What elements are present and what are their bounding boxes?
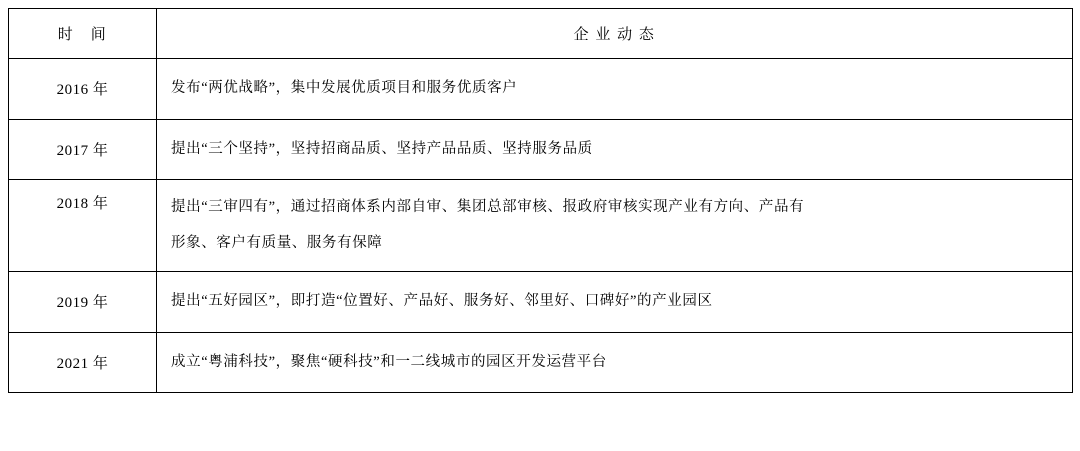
table-header-row xyxy=(9,9,1073,59)
enterprise-timeline-table xyxy=(8,8,1073,393)
table-row xyxy=(9,180,1073,272)
table-row xyxy=(9,59,1073,120)
row-dynamics-cell xyxy=(157,180,1073,272)
table-header-dynamics xyxy=(157,9,1073,59)
row-dynamics-cell xyxy=(157,59,1073,120)
row-dynamics-text: 提出“三个坚持”，坚持招商品质、坚持产品品质、坚持服务品质 xyxy=(171,140,593,157)
table-row xyxy=(9,332,1073,393)
table-header-time-text: 时 间 xyxy=(57,27,108,43)
row-dynamics-multiline xyxy=(157,180,1072,271)
row-year-cell xyxy=(9,272,157,333)
row-dynamics-text: 成立“粤浦科技”，聚焦“硬科技”和一二线城市的园区开发运营平台 xyxy=(171,353,607,370)
row-year-text: 2021 年 xyxy=(56,355,109,372)
row-year-cell xyxy=(9,119,157,180)
row-year-cell xyxy=(9,180,157,272)
table-header-time xyxy=(9,9,157,59)
row-year-cell xyxy=(9,59,157,120)
row-year-text: 2019 年 xyxy=(56,295,109,312)
table-row xyxy=(9,119,1073,180)
document-page xyxy=(0,8,1080,451)
row-dynamics-text: 发布“两优战略”，集中发展优质项目和服务优质客户 xyxy=(171,80,518,96)
row-year-cell xyxy=(9,332,157,393)
row-dynamics-cell xyxy=(157,272,1073,333)
row-year-text: 2017 年 xyxy=(56,142,109,159)
row-dynamics-line-2: 形象、客户有质量、服务有保障 xyxy=(171,234,383,251)
table-row xyxy=(9,272,1073,333)
table-header-dynamics-text: 企 业 动 态 xyxy=(573,27,656,43)
row-dynamics-text: 提出“五好园区”，即打造“位置好、产品好、服务好、邻里好、口碑好”的产业园区 xyxy=(171,293,713,310)
row-year-text: 2018 年 xyxy=(56,196,109,213)
row-year-text: 2016 年 xyxy=(56,82,109,99)
row-dynamics-line-1: 提出“三审四有”，通过招商体系内部自审、集团总部审核、报政府审核实现产业有方向、产品有 xyxy=(171,199,805,216)
row-dynamics-cell xyxy=(157,119,1073,180)
row-dynamics-cell xyxy=(157,332,1073,393)
